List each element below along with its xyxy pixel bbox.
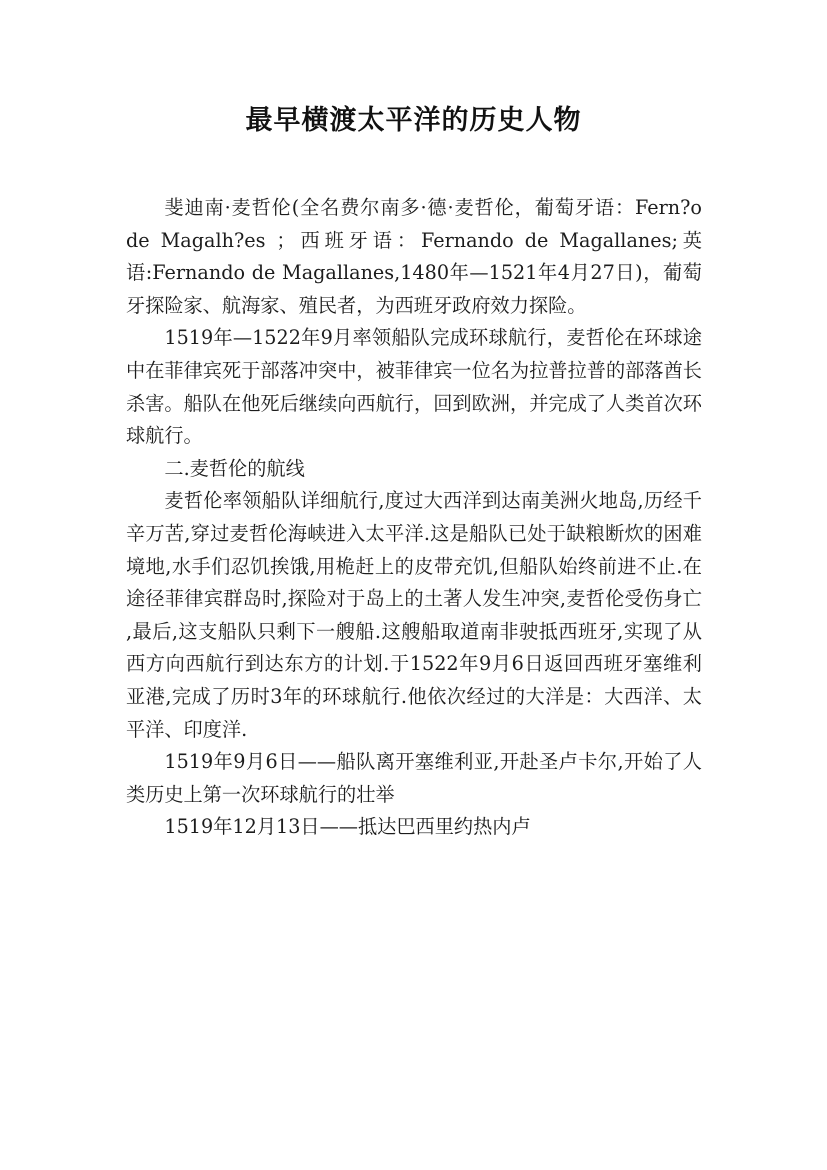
- document-body: [126, 192, 702, 844]
- paragraph-magellan-intro: 斐迪南·麦哲伦(全名费尔南多·德·麦哲伦，葡萄牙语：Fern?o de Magalh?es ；西班牙语：Fernando de Magallanes;英语:Fernando de Magallanes,1480年—1521年4月27日)，葡萄牙探险家、航海家、殖民者，为西班牙政府效力探险。: [126, 196, 702, 317]
- paragraph-route-detail: 麦哲伦率领船队详细航行,度过大西洋到达南美洲火地岛,历经千辛万苦,穿过麦哲伦海峡进入太平洋.这是船队已处于缺粮断炊的困难境地,水手们忍饥挨饿,用桅赶上的皮带充饥,但船队始终前进不止.在途径菲律宾群岛时,探险对于岛上的土著人发生冲突,麦哲伦受伤身亡 ,最后,这支船队只剩下一艘船.这艘船取道南非驶抵西班牙,实现了从西方向西航行到达东方的计划.于1522年9月6日返回西班牙塞维利亚港,完成了历时3年的环球航行.他依次经过的大洋是：大西洋、太平洋、印度洋.: [126, 489, 702, 741]
- timeline-entry: 1519年12月13日——抵达巴西里约热内卢: [164, 815, 531, 839]
- timeline-entry: 1519年9月6日——船队离开塞维利亚,开赴圣卢卡尔,开始了人类历史上第一次环球航行的壮举: [126, 750, 702, 806]
- paragraph-circumnavigation: 1519年—1522年9月率领船队完成环球航行，麦哲伦在环球途中在菲律宾死于部落冲突中，被菲律宾一位名为拉普拉普的部落酋长杀害。船队在他死后继续向西航行，回到欧洲，并完成了人类首次环球航行。: [126, 326, 702, 448]
- document-title: 最早横渡太平洋的历史人物: [245, 105, 582, 136]
- section-heading-route: 二.麦哲伦的航线: [164, 456, 305, 480]
